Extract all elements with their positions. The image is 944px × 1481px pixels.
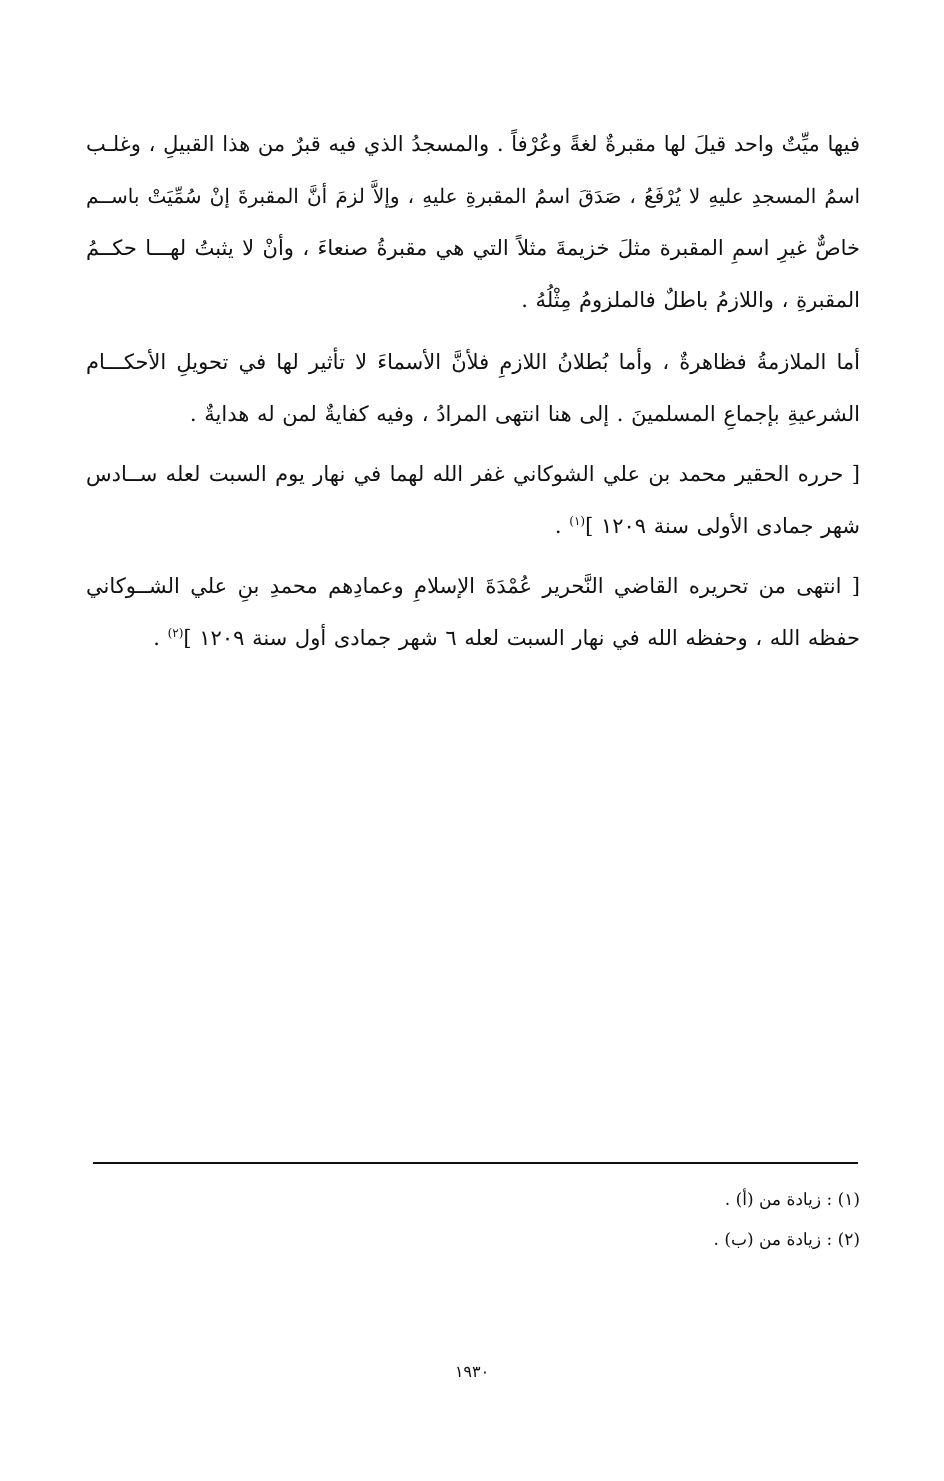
paragraph-1 [86, 118, 860, 326]
footnote-reference: (١) [569, 514, 586, 528]
text-segment: شهر جمادى الأولى سنة ١٢٠٩ ] [585, 514, 860, 538]
text-line: اسمُ المسجدِ عليهِ لا يُرْفَعُ ، صَدَقَ اسمُ المقبرةِ عليهِ ، وإلاَّ لزمَ أنَّ المقبرةَ إنْ سُمِّيَتْ باســم [86, 184, 860, 208]
paragraph-2 [86, 336, 860, 440]
text-segment: . [153, 626, 168, 650]
text-line: فيها ميِّتٌ واحد قيلَ لها مقبرةٌ لغةً وعُرْفاً . والمسجدُ الذي فيه قبرٌ من هذا القبيلِ ، وغلـب [86, 132, 860, 156]
footnotes [86, 1180, 860, 1260]
text-line: خاصٌّ غيرِ اسمِ المقبرة مثلَ خزيمةَ مثلاً التي هي مقبرةُ صنعاءَ ، وأنْ لا يثبتُ لهـــا حكــمُ [86, 236, 860, 260]
text-line-with-footnote [86, 500, 860, 552]
main-text [86, 118, 860, 672]
text-line: [ حرره الحقير محمد بن علي الشوكاني غفر الله لهما في نهار يوم السبت لعله ســادس [86, 462, 860, 486]
paragraph-4 [86, 560, 860, 664]
text-line: أما الملازمةُ فظاهرةٌ ، وأما بُطلانُ اللازمِ فلأنَّ الأسماءَ لا تأثير لها في تحويلِ الأحكـــام [86, 350, 860, 374]
footnote-separator [93, 1162, 858, 1164]
text-line: الشرعيةِ بإجماعِ المسلمينَ . إلى هنا انتهى المرادُ ، وفيه كفايةٌ لمن له هدايةٌ . [189, 402, 860, 426]
footnote-item: (٢) : زيادة من (ب) . [713, 1230, 860, 1250]
paragraph-3 [86, 448, 860, 552]
text-line: المقبرةِ ، واللازمُ باطلٌ فالملزومُ مِثْلُهُ . [521, 288, 860, 312]
text-segment: . [554, 514, 570, 538]
footnote-reference: (٢) [167, 626, 184, 640]
text-line: [ انتهى من تحريره القاضي النَّحرير عُمْدَةَ الإسلامِ وعمادِهم محمدِ بنِ علي الشــوكاني [86, 574, 860, 598]
text-segment: حفظه الله ، وحفظه الله في نهار السبت لعله ٦ شهر جمادى أول سنة ١٢٠٩ ] [183, 626, 860, 650]
page-number: ١٩٣٠ [454, 1362, 490, 1381]
footnote-item: (١) : زيادة من (أ) . [724, 1190, 860, 1210]
text-line-with-footnote [86, 612, 860, 664]
